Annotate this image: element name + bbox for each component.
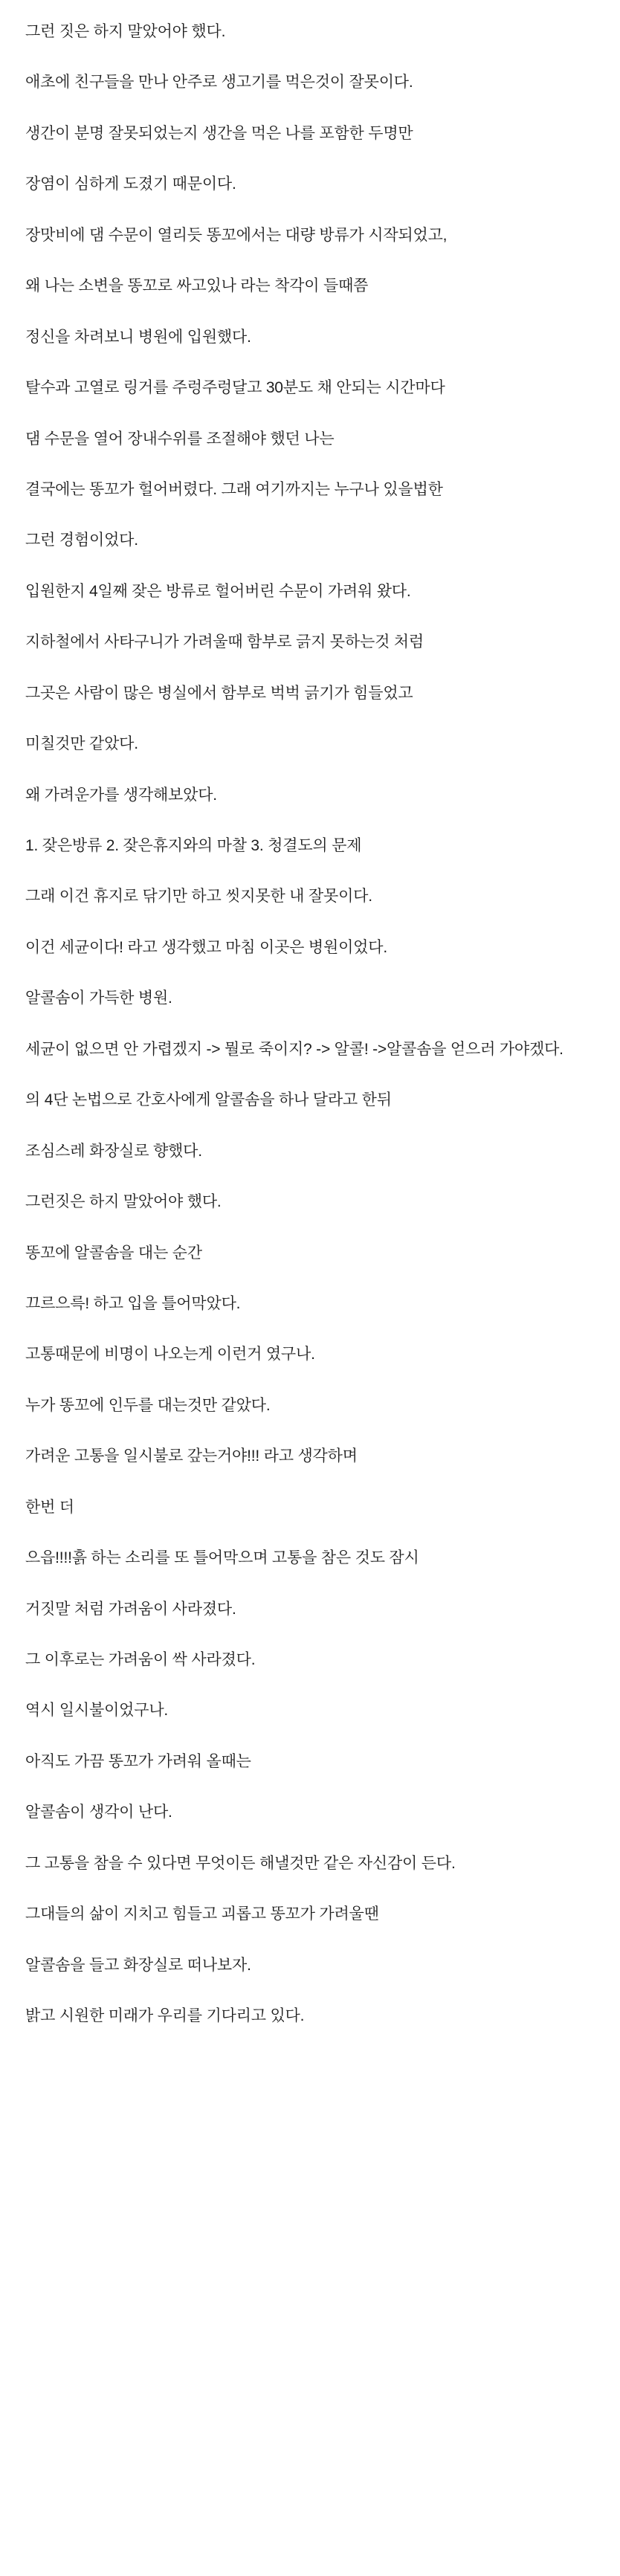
paragraph: 거짓말 처럼 가려움이 사라졌다. <box>25 1600 236 1618</box>
paragraph: 그 고통을 참을 수 있다면 무엇이든 해낼것만 같은 자신감이 든다. <box>25 1854 456 1872</box>
paragraph: 그곳은 사람이 많은 병실에서 함부로 벅벅 긁기가 힘들었고 <box>25 684 413 702</box>
paragraph: 세균이 없으면 안 가렵겠지 -> 뭘로 죽이지? -> 알콜! ->알콜솜을 얻으러 가야겠다. <box>25 1040 564 1058</box>
paragraph: 정신을 차려보니 병원에 입원했다. <box>25 328 251 346</box>
paragraph: 미칠것만 같았다. <box>25 735 138 753</box>
paragraph: 입원한지 4일째 잦은 방류로 헐어버린 수문이 가려워 왔다. <box>25 582 411 600</box>
paragraph: 1. 잦은방류 2. 잦은휴지와의 마찰 3. 청결도의 문제 <box>25 837 362 854</box>
paragraph: 댐 수문을 열어 장내수위를 조절해야 했던 나는 <box>25 430 335 448</box>
paragraph: 으읍!!!!흙 하는 소리를 또 틀어막으며 고통을 참은 것도 잠시 <box>25 1549 419 1567</box>
paragraph: 한번 더 <box>25 1498 74 1516</box>
paragraph: 그런 경험이었다. <box>25 532 138 549</box>
paragraph: 알콜솜을 들고 화장실로 떠나보자. <box>25 1956 251 1974</box>
paragraph: 의 4단 논법으로 간호사에게 알콜솜을 하나 달라고 한뒤 <box>25 1091 392 1109</box>
paragraph: 그 이후로는 가려움이 싹 사라졌다. <box>25 1651 256 1668</box>
paragraph: 장염이 심하게 도졌기 때문이다. <box>25 175 236 193</box>
paragraph: 그래 이건 휴지로 닦기만 하고 씻지못한 내 잘못이다. <box>25 888 372 906</box>
paragraph: 그대들의 삶이 지치고 힘들고 괴롭고 똥꼬가 가려울땐 <box>25 1905 379 1923</box>
paragraph: 지하철에서 사타구니가 가려울때 함부로 긁지 못하는것 처럼 <box>25 633 424 651</box>
paragraph: 결국에는 똥꼬가 헐어버렸다. 그래 여기까지는 누구나 있을법한 <box>25 480 443 498</box>
paragraph: 밝고 시원한 미래가 우리를 기다리고 있다. <box>25 2007 305 2025</box>
paragraph: 애초에 친구들을 만나 안주로 생고기를 먹은것이 잘못이다. <box>25 74 413 91</box>
paragraph: 조심스레 화장실로 향했다. <box>25 1142 202 1160</box>
paragraph: 그런짓은 하지 말았어야 했다. <box>25 1193 222 1211</box>
paragraph: 누가 똥꼬에 인두를 대는것만 같았다. <box>25 1396 271 1414</box>
document-body <box>25 21 595 2028</box>
paragraph: 이건 세균이다! 라고 생각했고 마침 이곳은 병원이었다. <box>25 938 387 956</box>
paragraph: 아직도 가끔 똥꼬가 가려워 올때는 <box>25 1752 251 1770</box>
paragraph: 알콜솜이 가득한 병원. <box>25 990 172 1007</box>
paragraph: 끄르으륵! 하고 입을 틀어막았다. <box>25 1294 241 1312</box>
paragraph: 탈수과 고열로 링거를 주렁주렁달고 30분도 채 안되는 시간마다 <box>25 379 445 397</box>
paragraph: 왜 나는 소변을 똥꼬로 싸고있나 라는 착각이 들때쯤 <box>25 277 369 295</box>
paragraph: 알콜솜이 생각이 난다. <box>25 1804 172 1821</box>
paragraph: 장맛비에 댐 수문이 열리듯 똥꼬에서는 대량 방류가 시작되었고, <box>25 226 448 244</box>
paragraph: 생간이 분명 잘못되었는지 생간을 먹은 나를 포함한 두명만 <box>25 124 413 142</box>
paragraph: 왜 가려운가를 생각해보았다. <box>25 786 217 804</box>
paragraph: 역시 일시불이었구나. <box>25 1702 169 1720</box>
paragraph: 가려운 고통을 일시불로 갚는거야!!! 라고 생각하며 <box>25 1447 358 1465</box>
paragraph: 똥꼬에 알콜솜을 대는 순간 <box>25 1244 202 1262</box>
paragraph: 그런 짓은 하지 말았어야 했다. <box>25 23 226 40</box>
paragraph: 고통때문에 비명이 나오는게 이런거 였구나. <box>25 1346 315 1363</box>
